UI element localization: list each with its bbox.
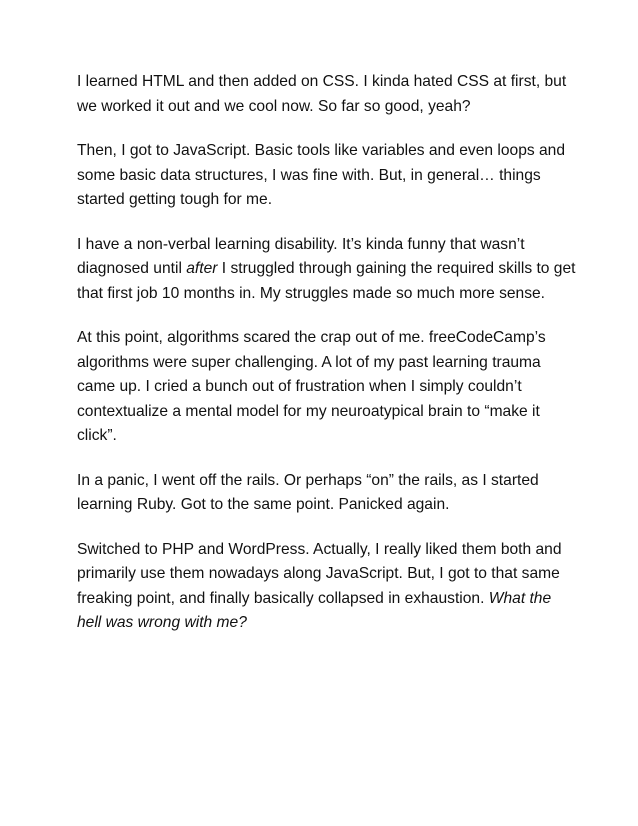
- paragraph-1-text: I learned HTML and then added on CSS. I kinda hated CSS at first, but we worked it out and we cool now. So far so good, yeah?: [77, 73, 567, 115]
- paragraph-4-text: At this point, algorithms scared the crap out of me. freeCodeCamp’s algorithms were super challenging. A lot of my past learning trauma came up. I cried a bunch out of frustration when I simply couldn’t contextualize a mental model for my neuroatypical brain to “make it click”.: [77, 329, 546, 444]
- paragraph-6: [77, 538, 577, 636]
- paragraph-3-text-end: I struggled through gaining the required skills to get that first job 10 months in. My struggles made so much more sense.: [77, 260, 576, 302]
- paragraph-4: [77, 326, 577, 449]
- document-body: [77, 70, 577, 636]
- paragraph-5: [77, 469, 577, 518]
- paragraph-1: [77, 70, 577, 119]
- paragraph-3-emphasis: after: [186, 260, 218, 277]
- paragraph-2-text: Then, I got to JavaScript. Basic tools like variables and even loops and some basic data structures, I was fine with. But, in general… things started getting tough for me.: [77, 142, 566, 208]
- paragraph-3-text-start: I have a non-verbal learning disability. It’s kinda funny that wasn’t diagnosed until: [77, 235, 525, 277]
- paragraph-2: [77, 139, 577, 213]
- paragraph-6-emphasis: What the hell was wrong with me?: [77, 589, 552, 631]
- paragraph-6-text: Switched to PHP and WordPress. Actually, I really liked them both and primarily use them nowadays along JavaScript. But, I got to that same freaking point, and finally basically collapsed in exhaustion.: [77, 540, 562, 607]
- paragraph-3: [77, 233, 577, 307]
- paragraph-5-text: In a panic, I went off the rails. Or perhaps “on” the rails, as I started learning Ruby. Got to the same point. Panicked again.: [77, 471, 539, 513]
